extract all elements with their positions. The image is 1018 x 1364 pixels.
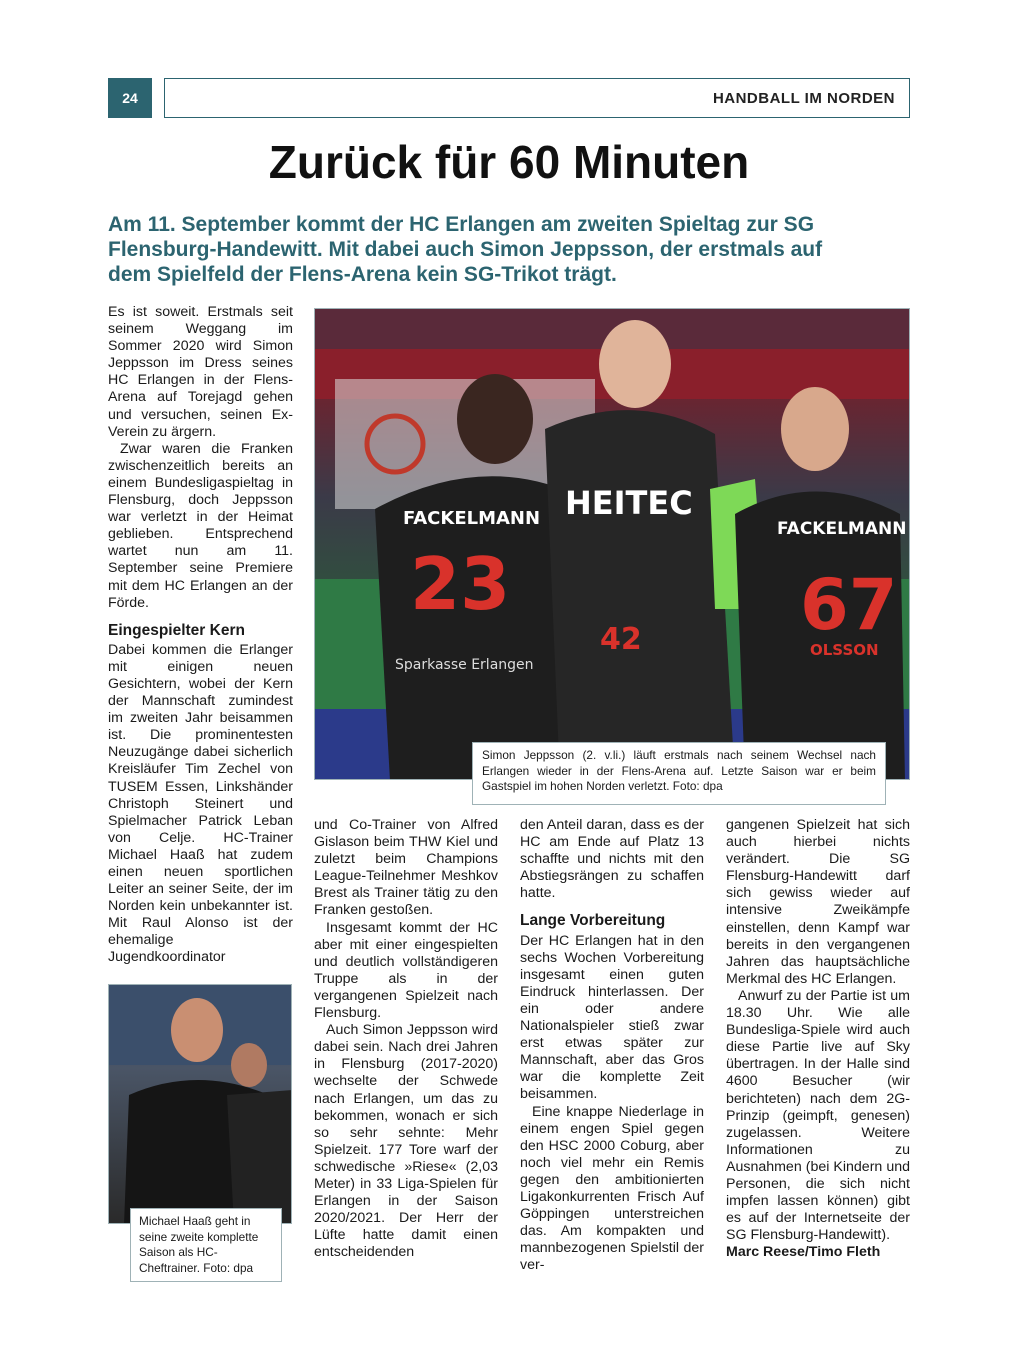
paragraph: Insgesamt kommt der HC aber mit einer eingespielten und deutlich vollständigeren Truppe als in der vergangenen Spielzeit nach Flensburg. xyxy=(314,919,498,1022)
paragraph: Zwar waren die Franken zwischenzeitlich bereits an einem Bundesligaspieltag in Flensburg, doch Jeppsson war verletzt in der Heimat geblieben. Entsprechend wartet nun am 11. September seine Premiere mit dem HC Erlangen an der Förde. xyxy=(108,440,293,611)
section-header xyxy=(164,78,910,118)
jersey-number-center: 42 xyxy=(600,622,642,657)
column-3 xyxy=(520,817,704,1274)
paragraph: Der HC Erlangen hat in den sechs Wochen Vorbereitung insgesamt einen guten Eindruck hinterlassen. Der ein oder andere Nationalspieler stieß zwar erst etwas später zur Mannschaft, aber das Gros war die komplette Zeit beisammen. xyxy=(520,932,704,1103)
jersey-sponsor-left: FACKELMANN xyxy=(403,508,541,529)
coach-photo xyxy=(108,984,292,1224)
subheading: Lange Vorbereitung xyxy=(520,912,666,930)
article-lead: Am 11. September kommt der HC Erlangen am zweiten Spieltag zur SG Flensburg-Handewitt. Mit dabei auch Simon Jeppsson, der erstmals auf dem Spielfeld der Flens-Arena kein SG-Trikot trägt. xyxy=(108,213,823,286)
main-photo xyxy=(314,308,910,780)
paragraph: Auch Simon Jeppsson wird dabei sein. Nach drei Jahren in Flensburg (2017-2020) wechselte der Schwede nach Erlangen, um das zu bekommen, wonach er sich so sehr sehnte: Mehr Spielzeit. 177 Tore warf der schwedische »Riese« (2,03 Meter) in 33 Liga-Spielen für Erlangen in der Saison 2020/2021. Der Herr der Lüfte hatte damit einen entscheidenden xyxy=(314,1022,498,1261)
jersey-name-right: OLSSON xyxy=(810,641,879,659)
photo-coach xyxy=(109,985,292,1224)
section-title: HANDBALL IM NORDEN xyxy=(712,89,895,107)
main-photo-caption: Simon Jeppsson (2. v.li.) läuft erstmals nach seinem Wechsel nach Erlangen wieder in der Flens-Arena auf. Letzte Saison war er beim Gastspiel im hohen Norden verletzt. Foto: dpa xyxy=(472,742,886,805)
photo-handball-players xyxy=(315,309,910,780)
jersey-sponsor-right: FACKELMANN xyxy=(777,519,907,539)
paragraph: Dabei kommen die Erlanger mit einigen neuen Gesichtern, wobei der Kern der Mannschaft zumindest im zweiten Jahr beisammen ist. Die prominentesten Neuzugänge dabei sicherlich Kreisläufer Tim Zechel von TUSEM Essen, Linkshänder Christoph Steinert und Spielmacher Patrick Leban von Celje. HC-Trainer Michael Haaß hat zudem einen neuen sportlichen Leiter an seiner Seite, der im Norden kein unbekannter ist. Mit Raul Alonso ist der ehemalige Jugendkoordinator xyxy=(108,641,293,966)
jersey-team-sponsor: Sparkasse Erlangen xyxy=(395,657,534,673)
paragraph: und Co-Trainer von Alfred Gislason beim THW Kiel und zuletzt beim Champions League-Teilnehmer Meshkov Brest als Trainer tätig zu den Franken gestoßen. xyxy=(314,817,498,919)
paragraph: den Anteil daran, dass es der HC am Ende auf Platz 13 schaffte und nichts mit den Abstiegsrängen zu schaffen hatte. xyxy=(520,817,704,902)
article-author: Marc Reese/Timo Fleth xyxy=(726,1244,881,1261)
paragraph: Eine knappe Niederlage in einem engen Spiel gegen den HSC 2000 Coburg, aber noch viel mehr ein Remis gegen den ambitionierten Ligakonkurrenten Frisch Auf Göppingen unterstreichen das. Am kompakten und mannbezogenen Spielstil der ver- xyxy=(520,1103,704,1274)
jersey-sponsor-center: HEITEC xyxy=(565,484,693,522)
article-headline: Zurück für 60 Minuten xyxy=(268,136,750,188)
column-4 xyxy=(726,817,910,1261)
subheading: Eingespielter Kern xyxy=(108,621,245,639)
jersey-number-right: 67 xyxy=(800,564,898,646)
paragraph: gangenen Spielzeit hat sich auch hierbei nichts verändert. Die SG Flensburg-Handewitt darf sich gewiss wieder auf intensive Zweikämpfe einstellen, denn Kampf war bereits in den vergangenen Jahren das hauptsächliche Merkmal des HC Erlangen. xyxy=(726,817,910,987)
paragraph: Es ist soweit. Erstmals seit seinem Weggang im Sommer 2020 wird Simon Jeppsson im Dress seines HC Erlangen in der Flens-Arena auf Torejagd gehen und versuchen, seinen Ex-Verein zu ärgern. xyxy=(108,304,293,440)
coach-photo-caption: Michael Haaß geht in seine zweite komplette Saison als HC-Cheftrainer. Foto: dpa xyxy=(130,1208,282,1282)
paragraph: Anwurf zu der Partie ist um 18.30 Uhr. Wie alle Bundesliga-Spiele wird auch diese Partie live auf Sky übertragen. In der Halle sind 4600 Besucher (wir berichteten) nach dem 2G-Prinzip (geimpft, genesen) zugelassen. Weitere Informationen zu Ausnahmen (bei Kindern und Personen, die sich nicht impfen lassen können) gibt es auf der Internetseite der SG Flensburg-Handewitt). xyxy=(726,987,910,1244)
column-1 xyxy=(108,304,293,967)
column-2 xyxy=(314,817,498,1261)
jersey-number-left: 23 xyxy=(410,542,511,626)
page-number: 24 xyxy=(108,78,152,118)
